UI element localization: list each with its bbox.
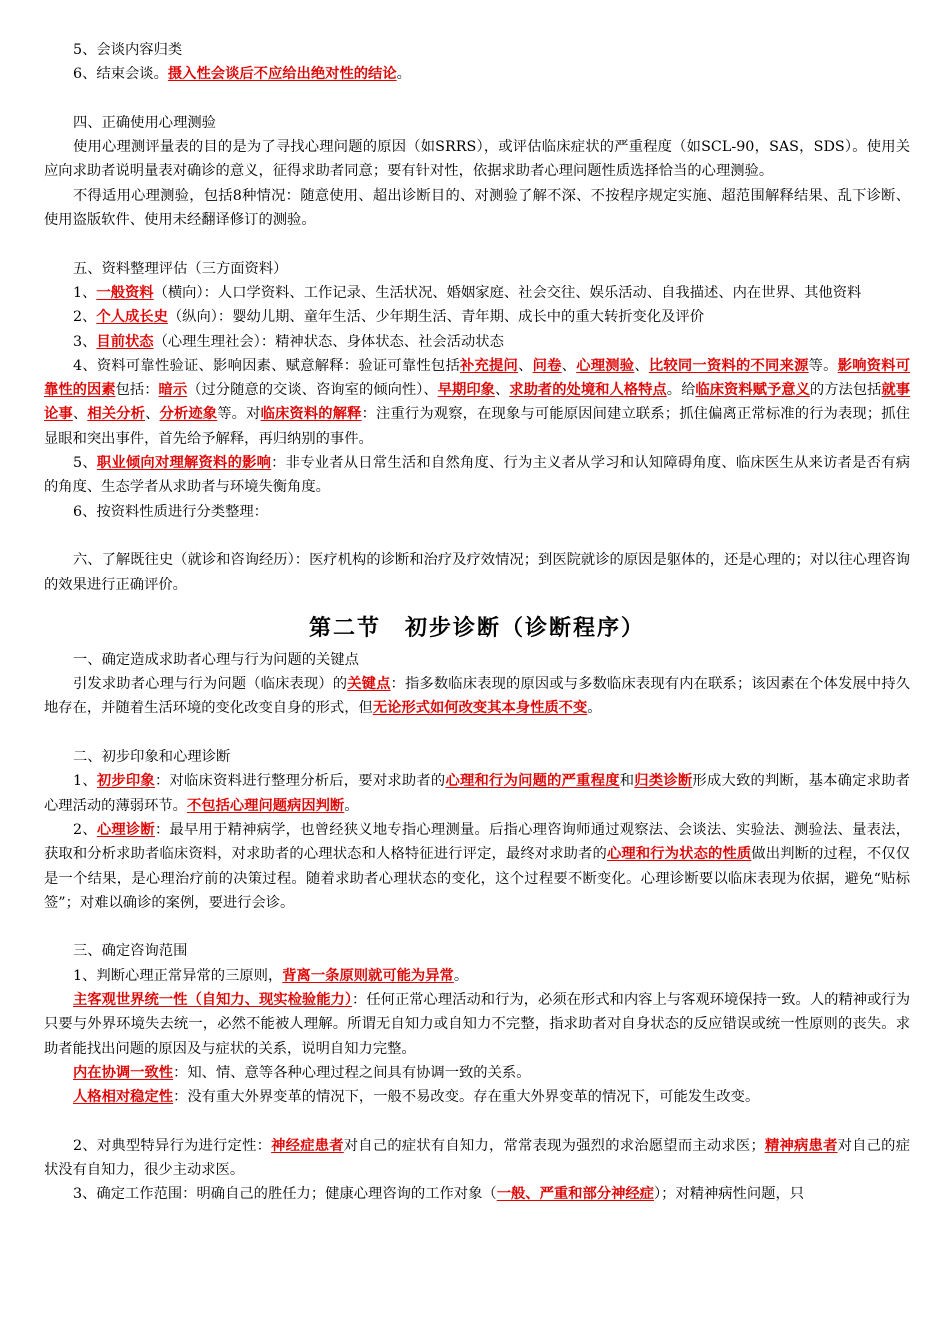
paragraph xyxy=(44,111,910,135)
text-run: （过分随意的交谈、咨询室的倾向性）、 xyxy=(187,382,438,399)
paragraph xyxy=(44,62,910,86)
highlighted-term: 就事论事 xyxy=(44,382,911,423)
text-run: 。给 xyxy=(666,382,696,399)
highlighted-term: 关键点 xyxy=(347,676,391,693)
paragraph xyxy=(44,548,910,597)
text-run: （横向）：人口学资料、工作记录、生活状况、婚姻家庭、社会交往、娱乐活动、自我描述、内在世界、其他资料 xyxy=(153,284,862,301)
text-run: 对自己的症状没有自知力，很少主动求医。 xyxy=(44,1137,911,1179)
paragraph xyxy=(44,964,910,988)
text-run: 第二节 初步诊断（诊断程序） xyxy=(308,614,645,641)
text-run: 的方法包括 xyxy=(809,382,882,399)
text-run: 等。对 xyxy=(217,406,261,423)
highlighted-term: 相关分析 xyxy=(87,406,146,423)
highlighted-term: 主客观世界统一性（自知力、现实检验能力） xyxy=(73,991,353,1008)
highlighted-term: 问卷 xyxy=(532,357,562,374)
text-run: 6、按资料性质进行分类整理： xyxy=(73,503,268,520)
text-run: 。 xyxy=(396,66,411,83)
highlighted-term: 精神病患者 xyxy=(764,1137,838,1154)
text-run: 。 xyxy=(344,797,359,814)
paragraph xyxy=(44,1134,910,1183)
text-run: 引发求助者心理与行为问题（临床表现）的 xyxy=(73,676,348,693)
paragraph-spacer xyxy=(44,915,910,939)
text-run: 1、 xyxy=(73,773,97,790)
text-run: 3、确定工作范围：明确自己的胜任力；健康心理咨询的工作对象（ xyxy=(73,1186,497,1203)
highlighted-term: 个人成长史 xyxy=(96,309,168,326)
text-run: 、 xyxy=(494,382,510,399)
paragraph xyxy=(44,330,910,354)
highlighted-term: 影响资料可靠性的因素 xyxy=(44,357,911,399)
text-run: 5、 xyxy=(73,455,97,472)
highlighted-term: 心理和行为问题的严重程度 xyxy=(445,773,620,790)
text-run: 6、结束会谈。 xyxy=(73,66,168,83)
text-run: ：任何正常心理活动和行为，必须在形式和内容上与客观环境保持一致。人的精神或行为只要与外界环境失去统一，必然不能被人理解。所谓无自知力或自知力不完整，指求助者对自身状态的反应错误或统一性原则的丧失。求助者能找出问题的原因及与症状的关系，说明自知力完整。 xyxy=(44,991,910,1057)
text-run: 、 xyxy=(561,357,577,374)
highlighted-term: 人格相对稳定性 xyxy=(73,1089,174,1106)
paragraph xyxy=(44,818,910,915)
highlighted-term: 不包括心理问题病因判断 xyxy=(186,797,345,814)
text-run: 、 xyxy=(634,357,649,374)
text-run: 2、 xyxy=(73,309,97,326)
paragraph-spacer xyxy=(44,524,910,548)
highlighted-term: 初步印象 xyxy=(96,773,155,790)
highlighted-term: 临床资料的解释 xyxy=(260,406,362,423)
text-run: ：非专业者从日常生活和自然角度、行为主义者从学习和认知障碍角度、临床医生从来访者是否有病的角度、生态学者从求助者与环境失衡角度。 xyxy=(44,455,910,496)
highlighted-term: 背离一条原则就可能为异常 xyxy=(282,967,454,984)
text-run: 六、了解既往史（就诊和咨询经历）：医疗机构的诊断和治疗及疗效情况；到医院就诊的原因是躯体的，还是心理的；对以往心理咨询的效果进行正确评价。 xyxy=(44,552,910,593)
text-run: 一、确定造成求助者心理与行为问题的关键点 xyxy=(73,651,359,668)
highlighted-term: 心理测验 xyxy=(576,357,635,374)
text-run: 包括： xyxy=(115,382,159,399)
paragraph xyxy=(44,672,910,721)
paragraph xyxy=(44,451,910,500)
document-page xyxy=(44,38,910,1207)
highlighted-term: 比较同一资料的不同来源 xyxy=(648,357,809,374)
paragraph xyxy=(44,745,910,769)
highlighted-term: 一般、严重和部分神经症 xyxy=(496,1186,654,1203)
paragraph xyxy=(44,939,910,963)
highlighted-term: 内在协调一致性 xyxy=(73,1064,174,1081)
paragraph xyxy=(44,1182,910,1206)
text-run: 。 xyxy=(453,967,469,984)
section-heading xyxy=(44,611,910,642)
highlighted-term: 暗示 xyxy=(158,382,188,399)
highlighted-term: 目前状态 xyxy=(96,333,154,350)
paragraph xyxy=(44,1085,910,1109)
highlighted-term: 分析迹象 xyxy=(159,406,218,423)
text-run: 做出判断的过程，不仅仅是一个结果，是心理治疗前的决策过程。随着求助者心理状态的变化，这个过程要不断变化。心理诊断要以临床表现为依据，避免“贴标签”；对难以确诊的案例，要进行会诊。 xyxy=(44,846,911,911)
text-run: 使用心理测评量表的目的是为了寻找心理问题的原因（如SRRS），或评估临床症状的严重程度（如SCL-90，SAS，SDS）。使用关应向求助者说明量表对确诊的意义，征得求助者同意；要有针对性，依据求助者心理问题性质选择恰当的心理测验。 xyxy=(44,139,910,180)
text-run: （心理生理社会）：精神状态、身体状态、社会活动状态 xyxy=(153,333,504,350)
text-run: 等。 xyxy=(808,357,838,374)
paragraph-spacer xyxy=(44,1109,910,1133)
paragraph xyxy=(44,281,910,305)
paragraph xyxy=(44,257,910,281)
text-run: 1、 xyxy=(73,284,97,301)
text-run: （纵向）：婴幼儿期、童年生活、少年期生活、青年期、成长中的重大转折变化及评价 xyxy=(167,309,705,326)
paragraph-spacer xyxy=(44,87,910,111)
text-run: 2、对典型特异行为进行定性： xyxy=(73,1137,272,1154)
text-run: 1、判断心理正常异常的三原则， xyxy=(73,967,283,984)
text-run: 。 xyxy=(587,700,602,717)
text-run: 、 xyxy=(518,357,533,374)
text-run: 不得适用心理测验，包括8种情况：随意使用、超出诊断目的、对测验了解不深、不按程序规定实施、超范围解释结果、乱下诊断、使用盗版软件、使用未经翻译修订的测验。 xyxy=(44,187,910,229)
text-run: 五、资料整理评估（三方面资料） xyxy=(73,260,288,277)
highlighted-term: 无论形式如何改变其本身性质不变 xyxy=(372,700,588,717)
paragraph xyxy=(44,648,910,672)
text-run: ：最早用于精神病学，也曾经狭义地专指心理测量。后指心理咨询师通过观察法、会谈法、实验法、测验法、量表法，获取和分析求助者临床资料，对求助者的心理状态和人格特征进行评定，最终对求助者的 xyxy=(44,821,911,863)
paragraph-spacer xyxy=(44,232,910,256)
paragraph xyxy=(44,135,910,184)
paragraph xyxy=(44,769,910,818)
paragraph xyxy=(44,988,910,1061)
text-run: 、 xyxy=(145,406,160,423)
highlighted-term: 求助者的处境和人格特点 xyxy=(509,382,667,399)
text-run: 三、确定咨询范围 xyxy=(73,943,188,960)
text-run: 二、初步印象和心理诊断 xyxy=(73,749,231,766)
highlighted-term: 临床资料赋予意义 xyxy=(695,382,810,399)
highlighted-term: 早期印象 xyxy=(437,382,495,399)
text-run: ：对临床资料进行整理分析后，要对求助者的 xyxy=(154,773,446,790)
highlighted-term: 心理和行为状态的性质 xyxy=(607,846,752,863)
text-run: 四、正确使用心理测验 xyxy=(73,114,216,131)
text-run: 2、 xyxy=(73,821,97,838)
highlighted-term: 职业倾向对理解资料的影响 xyxy=(96,455,272,472)
text-run: ）；对精神病性问题，只 xyxy=(653,1186,805,1203)
text-run: 3、 xyxy=(73,333,97,350)
paragraph xyxy=(44,305,910,329)
text-run: ：知、情、意等各种心理过程之间具有协调一致的关系。 xyxy=(173,1064,531,1081)
text-run: 和 xyxy=(619,773,635,790)
text-run: ：指多数临床表现的原因或与多数临床表现有内在联系；该因素在个体发展中持久地存在，并随着生活环境的变化改变自身的形式，但 xyxy=(44,676,911,717)
paragraph xyxy=(44,354,910,451)
highlighted-term: 心理诊断 xyxy=(96,821,155,838)
text-run: 对自己的症状有自知力，常常表现为强烈的求治愿望而主动求医； xyxy=(343,1137,765,1154)
paragraph xyxy=(44,500,910,524)
highlighted-term: 一般资料 xyxy=(96,284,154,301)
paragraph-spacer xyxy=(44,721,910,745)
paragraph xyxy=(44,184,910,233)
highlighted-term: 摄入性会谈后不应给出绝对性的结论 xyxy=(167,66,397,83)
text-run: 4、资料可靠性验证、影响因素、赋意解释：验证可靠性包括 xyxy=(73,357,460,374)
highlighted-term: 归类诊断 xyxy=(634,773,693,790)
text-run: 、 xyxy=(72,406,88,423)
paragraph xyxy=(44,1061,910,1085)
text-run: 5、会谈内容归类 xyxy=(73,42,183,58)
text-run: 形成大致的判断，基本确定求助者心理活动的薄弱环节。 xyxy=(44,773,911,814)
highlighted-term: 补充提问 xyxy=(459,357,519,374)
text-run: ：没有重大外界变革的情况下，一般不易改变。存在重大外界变革的情况下，可能发生改变。 xyxy=(173,1089,760,1106)
text-run: ：注重行为观察，在现象与可能原因间建立联系；抓住偏离正常标准的行为表现；抓住显眼和突出事件，首先给予解释，再归纳别的事件。 xyxy=(44,406,911,447)
highlighted-term: 神经症患者 xyxy=(271,1137,344,1154)
paragraph xyxy=(44,38,910,62)
